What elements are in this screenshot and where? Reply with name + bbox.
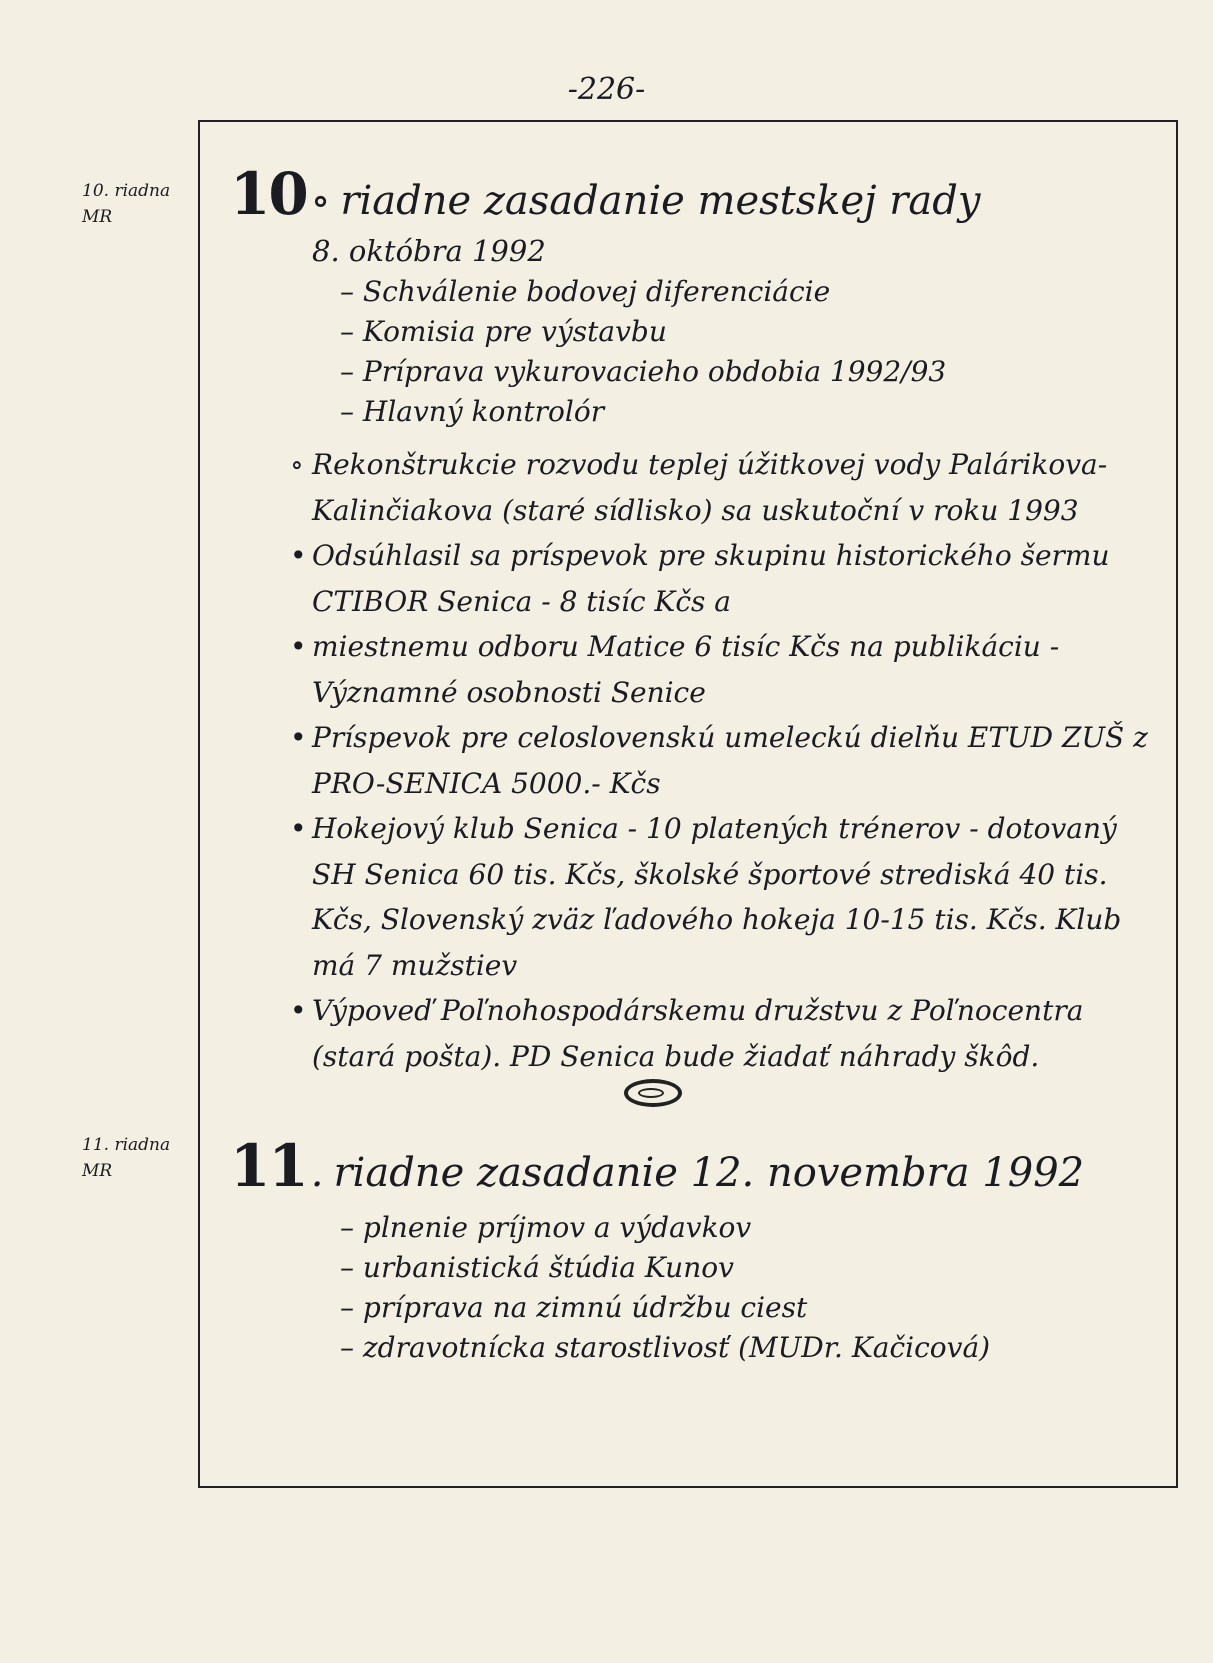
section-11: [230, 1132, 1156, 1368]
section-heading: [230, 1132, 1156, 1200]
section-title: riadne zasadanie mestskej rady: [340, 178, 981, 224]
margin-note-10: [82, 178, 202, 230]
section-10: [230, 160, 1156, 1079]
agenda-item: – urbanistická štúdia Kunov: [340, 1248, 1156, 1288]
section-dot: .: [310, 1150, 324, 1196]
section-number: 10: [230, 160, 307, 228]
page-number: -226-: [567, 72, 646, 107]
resolution-item: • Hokejový klub Senica - 10 platených trénerov - dotovaný SH Senica 60 tis. Kčs, školské športové strediská 40 tis. Kčs, Slovenský zväz ľadového hokeja 10-15 tis. Kčs. Klub má 7 mužstiev: [290, 806, 1156, 988]
section-number: 11: [230, 1132, 307, 1200]
margin-note-line: MR: [82, 1161, 113, 1181]
agenda-list: [230, 1208, 1156, 1368]
agenda-item: – príprava na zimnú údržbu ciest: [340, 1288, 1156, 1328]
resolution-item: • Príspevok pre celoslovenskú umeleckú dielňu ETUD ZUŠ z PRO-SENICA 5000.- Kčs: [290, 715, 1156, 806]
divider-ornament: [624, 1079, 682, 1107]
agenda-item: – Komisia pre výstavbu: [340, 312, 1156, 352]
margin-note-11: [82, 1132, 202, 1184]
section-dot: ∘: [310, 178, 331, 224]
section-date: 8. októbra 1992: [312, 234, 546, 268]
resolution-item: • miestnemu odboru Matice 6 tisíc Kčs na publikáciu - Významné osobnosti Senice: [290, 624, 1156, 715]
agenda-item: – Hlavný kontrolór: [340, 392, 1156, 432]
agenda-item: – zdravotnícka starostlivosť (MUDr. Kačicová): [340, 1328, 1156, 1368]
agenda-item: – Schválenie bodovej diferenciácie: [340, 272, 1156, 312]
agenda-list: [230, 272, 1156, 432]
margin-note-line: 11. riadna: [82, 1135, 171, 1155]
resolution-item: • Odsúhlasil sa príspevok pre skupinu historického šermu CTIBOR Senica - 8 tisíc Kčs a: [290, 533, 1156, 624]
resolution-item: • Výpoveď Poľnohospodárskemu družstvu z Poľnocentra (stará pošta). PD Senica bude žiadať náhrady škôd.: [290, 988, 1156, 1079]
section-heading: [230, 160, 1156, 228]
agenda-item: – plnenie príjmov a výdavkov: [340, 1208, 1156, 1248]
agenda-item: – Príprava vykurovacieho obdobia 1992/93: [340, 352, 1156, 392]
margin-note-line: 10. riadna: [82, 181, 171, 201]
section-title: riadne zasadanie 12. novembra 1992: [333, 1150, 1085, 1196]
resolution-item: ∘ Rekonštrukcie rozvodu teplej úžitkovej vody Palárikova-Kalinčiakova (staré sídlisko) sa uskutoční v roku 1993: [290, 442, 1156, 533]
resolution-list: [230, 442, 1156, 1079]
margin-note-line: MR: [82, 207, 113, 227]
page-frame: [198, 120, 1178, 1488]
